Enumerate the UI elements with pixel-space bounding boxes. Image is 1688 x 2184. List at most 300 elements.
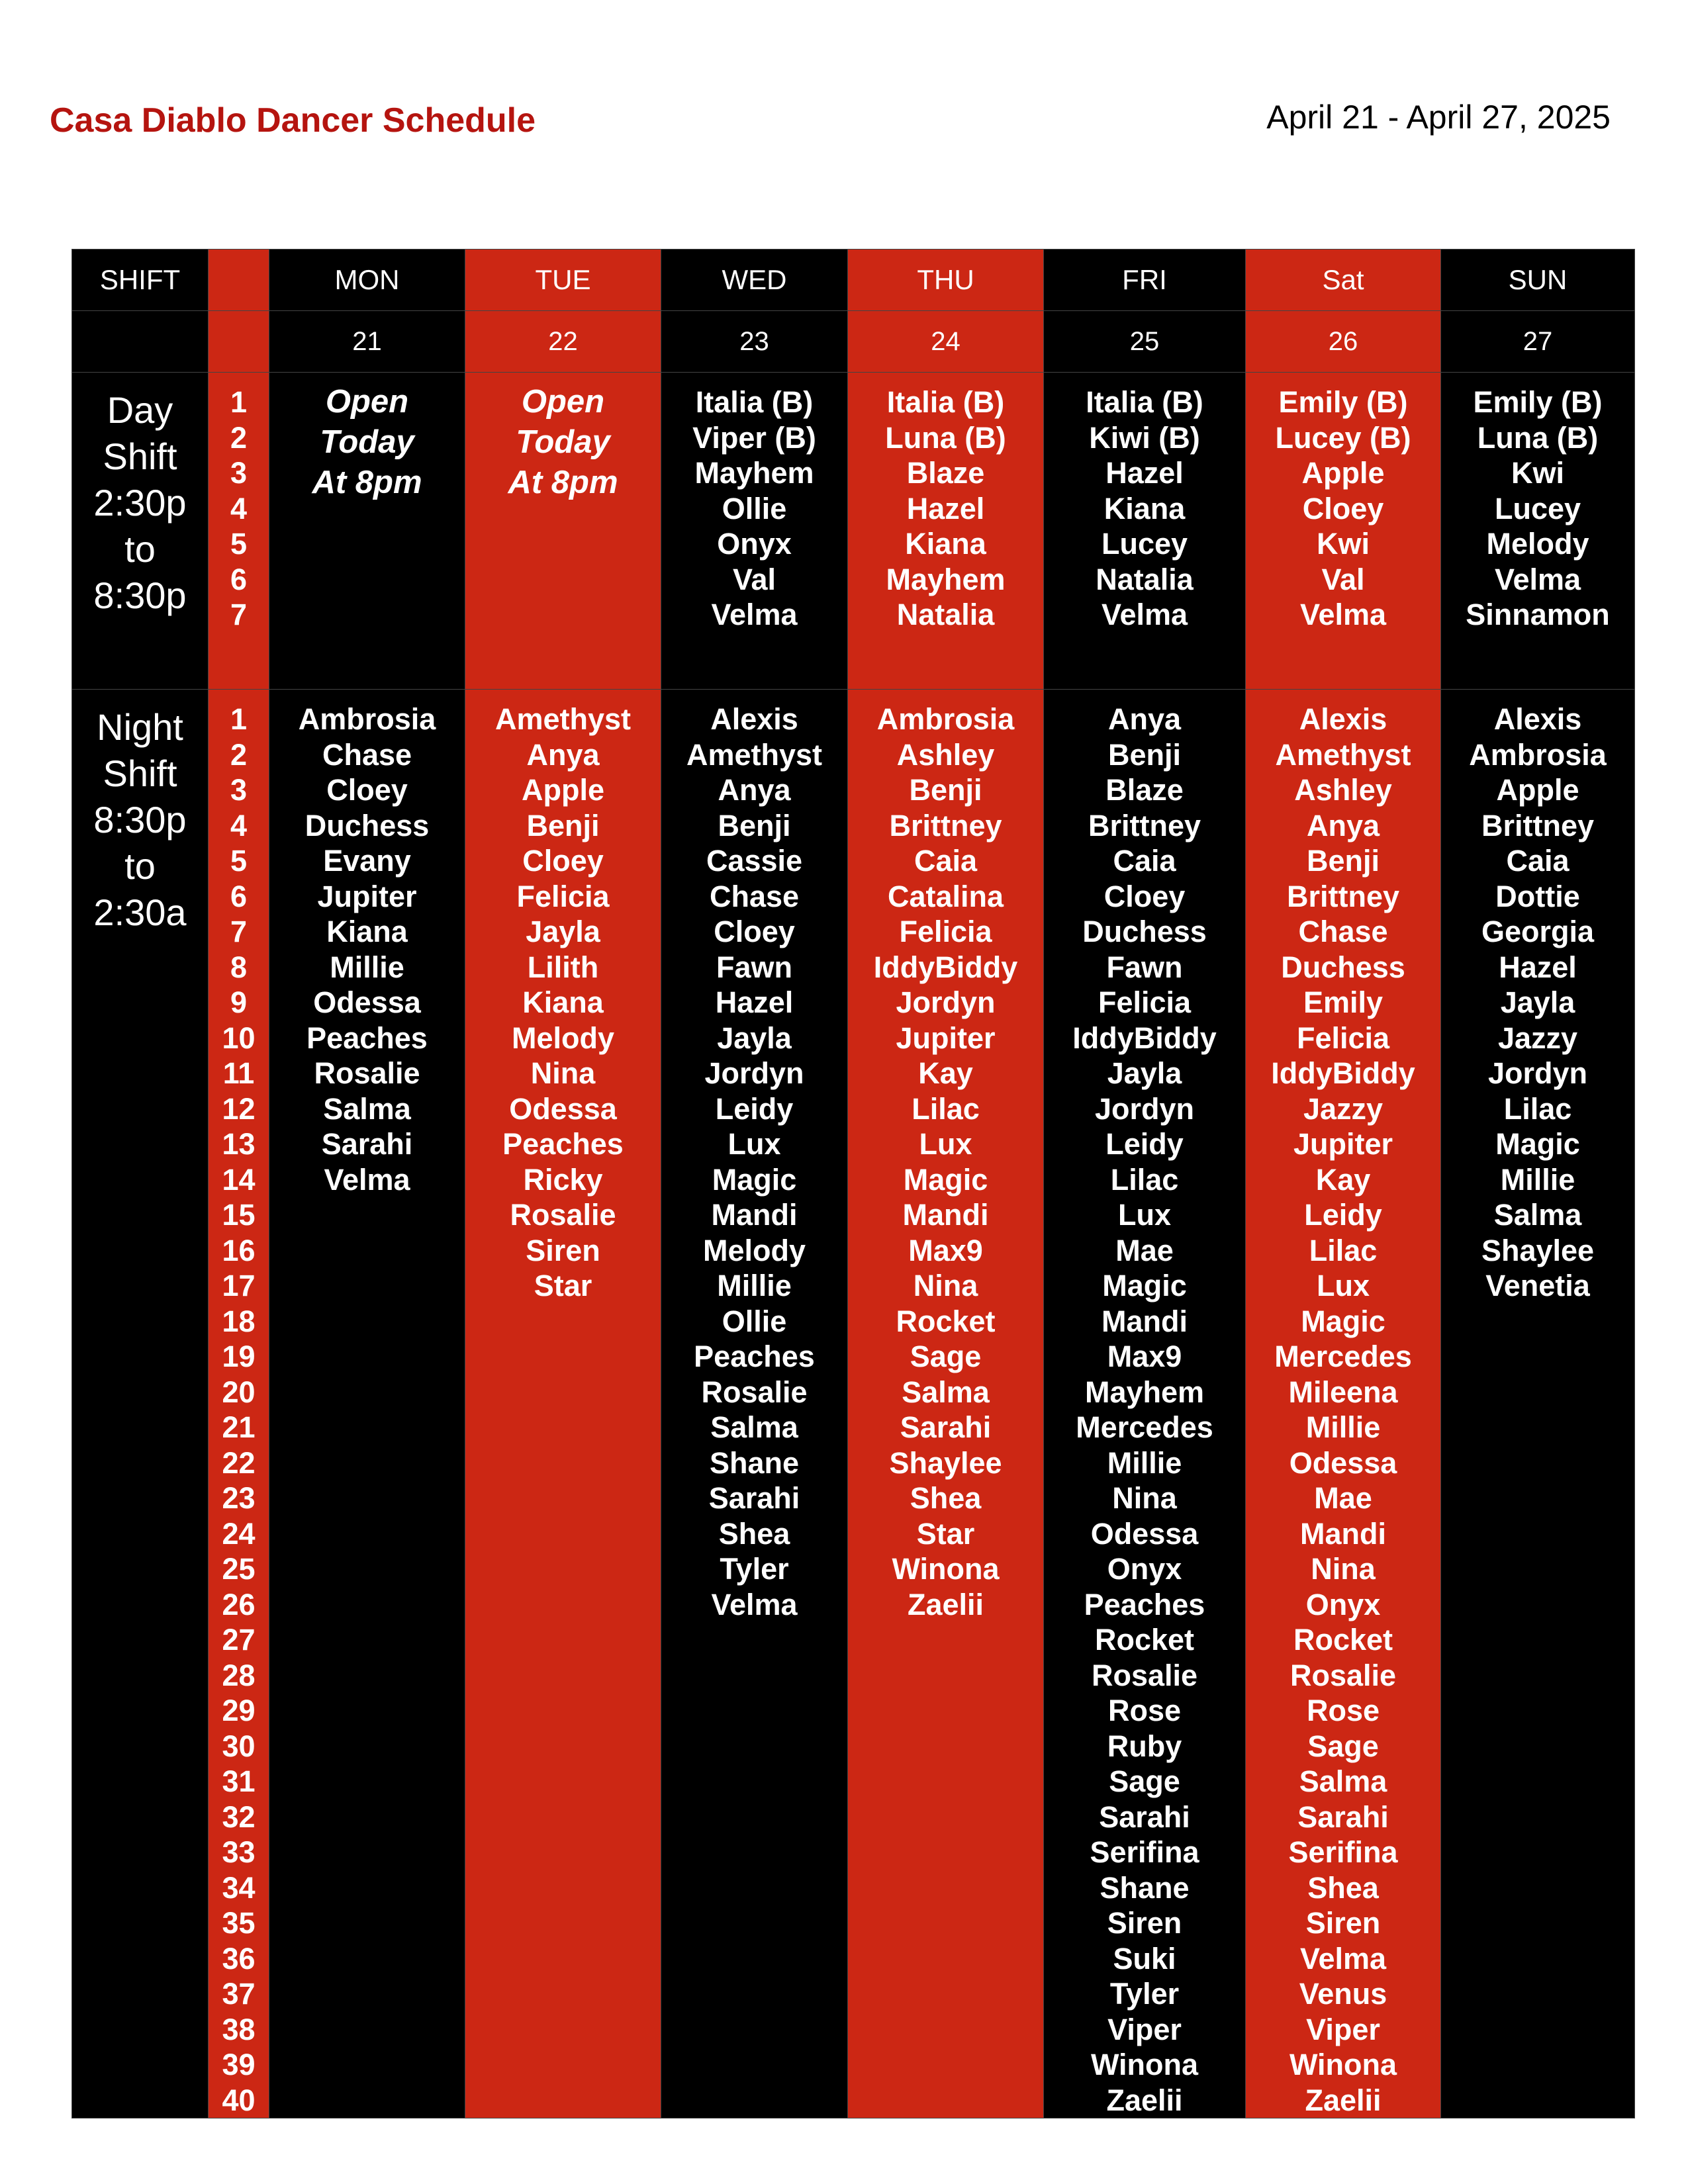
slot-number: 4 xyxy=(230,491,248,525)
dancer-name: Lilac xyxy=(1503,1091,1572,1126)
dancer-name: Max9 xyxy=(908,1233,983,1267)
shift-label-line: 8:30p xyxy=(93,799,187,841)
dancer-name: Salma xyxy=(1493,1198,1582,1232)
dancer-name: Anya xyxy=(526,737,600,772)
slot-number: 38 xyxy=(222,2012,256,2046)
dancer-name: Alexis xyxy=(1299,702,1387,736)
dancer-name: Millie xyxy=(717,1269,792,1302)
dancer-name: Lux xyxy=(1117,1198,1171,1232)
dancer-name: Leidy xyxy=(1105,1127,1184,1161)
dancer-name: Cloey xyxy=(522,844,604,878)
dancer-name: Lux xyxy=(1316,1269,1370,1302)
night-shift-cell-fri xyxy=(1044,690,1246,2118)
dancer-name: Venetia xyxy=(1485,1269,1590,1302)
shift-label-line: Shift xyxy=(103,435,177,477)
dancer-name: Val xyxy=(732,562,776,596)
date-thu: 24 xyxy=(848,311,1044,373)
slot-number: 33 xyxy=(222,1835,256,1869)
slot-number: 5 xyxy=(230,844,248,878)
dancer-name: Amethyst xyxy=(494,702,632,736)
dancer-name: Winona xyxy=(892,1552,1000,1586)
dancer-name: Ricky xyxy=(523,1162,603,1197)
dancer-name: Jayla xyxy=(1107,1056,1182,1090)
dancer-name: Melody xyxy=(511,1021,615,1055)
dancer-name: Ashley xyxy=(1294,773,1392,807)
dancer-name: Apple xyxy=(1301,456,1385,490)
slot-number: 37 xyxy=(222,1977,256,2011)
dancer-name: Hazel xyxy=(715,985,794,1019)
dancer-name: Magic xyxy=(903,1162,988,1197)
slot-number: 15 xyxy=(222,1198,256,1232)
dancer-name: Jupiter xyxy=(1293,1127,1393,1161)
dancer-name: Magic xyxy=(1301,1304,1385,1338)
dancer-name: Hazel xyxy=(906,491,985,525)
day-shift-cell-mon xyxy=(269,373,465,690)
open-notice-line: At 8pm xyxy=(508,465,618,500)
dancer-name: Siren xyxy=(1107,1906,1182,1940)
dancer-name: Mandi xyxy=(711,1198,798,1232)
dancer-name: Sarahi xyxy=(900,1410,992,1444)
dancer-name: Catalina xyxy=(887,879,1004,913)
slot-number: 40 xyxy=(222,2083,256,2117)
dancer-name: Nina xyxy=(530,1056,596,1090)
dancer-name: Mae xyxy=(1314,1481,1372,1515)
dancer-name: Val xyxy=(1321,562,1365,596)
day-shift-cell-tue xyxy=(465,373,661,690)
date-sun: 27 xyxy=(1441,311,1635,373)
dancer-name: Duchess xyxy=(305,808,430,842)
dancer-name: Serifina xyxy=(1288,1835,1398,1869)
slot-number: 4 xyxy=(230,808,248,842)
dancer-name: Jupiter xyxy=(317,879,417,913)
dancer-name: Nina xyxy=(1112,1481,1177,1515)
dancer-name: Winona xyxy=(1289,2048,1397,2081)
dancer-name: Viper (B) xyxy=(692,420,816,455)
slot-number: 14 xyxy=(222,1162,256,1197)
dancer-name: Brittney xyxy=(1088,808,1201,842)
dancer-name: Benji xyxy=(909,773,982,807)
dancer-name: Benji xyxy=(718,808,791,842)
dancer-name: Sarahi xyxy=(1099,1799,1190,1834)
dancer-name: Natalia xyxy=(896,598,995,631)
slot-number: 7 xyxy=(230,915,248,948)
dancer-name: Kiana xyxy=(1103,491,1186,525)
dancer-name: Shea xyxy=(718,1516,790,1551)
slot-number: 32 xyxy=(222,1799,256,1834)
dancer-name: Rosalie xyxy=(1091,1658,1198,1692)
day-header-mon: MON xyxy=(269,250,465,311)
dancer-name: Suki xyxy=(1113,1941,1176,1976)
dancer-name: Ambrosia xyxy=(1469,737,1607,772)
dancer-name: Jazzy xyxy=(1497,1021,1578,1055)
dancer-name: Zaelii xyxy=(1305,2083,1382,2117)
slot-number: 21 xyxy=(222,1410,256,1444)
dancer-name: Apple xyxy=(521,773,604,807)
date-sat: 26 xyxy=(1246,311,1441,373)
dancer-name: Chase xyxy=(322,737,412,772)
dancer-name: Rosalie xyxy=(1289,1658,1397,1692)
dancer-name: Blaze xyxy=(1105,773,1184,807)
open-notice-line: Today xyxy=(516,424,610,460)
dancer-name: Lucey xyxy=(1494,491,1581,525)
dancer-name: Chase xyxy=(1298,915,1388,948)
page-title: Casa Diablo Dancer Schedule xyxy=(50,101,536,140)
shift-header: SHIFT xyxy=(72,250,209,311)
dancer-name: Shea xyxy=(910,1481,982,1515)
dancer-name: IddyBiddy xyxy=(1271,1056,1415,1090)
dancer-name: Rocket xyxy=(896,1304,996,1338)
slot-number: 34 xyxy=(222,1870,256,1905)
dancer-name: Emily (B) xyxy=(1278,385,1408,419)
dancer-name: Cloey xyxy=(1103,879,1186,913)
dancer-name: Millie xyxy=(1305,1410,1381,1444)
dancer-name: Ollie xyxy=(722,1304,787,1338)
dancer-name: Jupiter xyxy=(896,1021,996,1055)
dancer-name: Cloey xyxy=(326,773,408,807)
slot-number: 35 xyxy=(222,1906,256,1940)
shift-label-line: 2:30a xyxy=(93,891,187,933)
day-slot-numbers xyxy=(209,373,269,690)
dancer-name: Shaylee xyxy=(889,1445,1002,1480)
dancer-name: Alexis xyxy=(1493,702,1582,736)
dancer-name: Lilac xyxy=(1110,1162,1179,1197)
dancer-name: Duchess xyxy=(1082,915,1207,948)
dancer-name: Sage xyxy=(1109,1764,1180,1798)
dancer-name: Jayla xyxy=(526,915,600,948)
dancer-name: Velma xyxy=(324,1162,410,1197)
day-shift-cell-wed xyxy=(661,373,848,690)
dancer-name: Sarahi xyxy=(708,1481,800,1515)
slot-number: 9 xyxy=(230,985,248,1019)
dancer-name: Kwi xyxy=(1316,527,1370,561)
shift-label-line: Shift xyxy=(103,752,177,794)
dancer-name: Max9 xyxy=(1107,1340,1182,1373)
dancer-name: Emily (B) xyxy=(1473,385,1603,419)
shift-label-line: to xyxy=(124,845,156,887)
dancer-name: Lilac xyxy=(1309,1233,1378,1267)
night-shift-row xyxy=(72,690,1635,2118)
header-row xyxy=(72,250,1635,311)
date-row-slot-cell xyxy=(209,311,269,373)
dancer-name: Blaze xyxy=(906,456,985,490)
dancer-name: Sarahi xyxy=(1297,1799,1389,1834)
dancer-name: Odessa xyxy=(509,1091,617,1126)
dancer-name: Viper xyxy=(1306,2012,1380,2046)
dancer-name: Duchess xyxy=(1281,950,1405,984)
night-shift-cell-mon xyxy=(269,690,465,2118)
dancer-name: Evany xyxy=(323,844,411,878)
day-shift-label xyxy=(72,373,209,690)
slot-number: 36 xyxy=(222,1941,256,1976)
dancer-name: Ambrosia xyxy=(298,702,436,736)
day-header-wed: WED xyxy=(661,250,848,311)
schedule-table xyxy=(71,249,1635,2118)
dancer-name: Magic xyxy=(1102,1269,1187,1302)
slot-number: 39 xyxy=(222,2048,256,2081)
dancer-name: Rose xyxy=(1107,1694,1182,1727)
slot-number: 2 xyxy=(230,737,248,772)
slot-number: 7 xyxy=(230,598,248,631)
dancer-name: Rocket xyxy=(1293,1623,1393,1657)
slot-number: 22 xyxy=(222,1445,256,1480)
slot-number-header xyxy=(209,250,269,311)
dancer-name: Jordyn xyxy=(1094,1091,1195,1126)
dancer-name: Peaches xyxy=(694,1340,815,1373)
dancer-name: Odessa xyxy=(313,985,421,1019)
day-shift-cell-fri xyxy=(1044,373,1246,690)
dancer-name: Mandi xyxy=(1300,1516,1386,1551)
dancer-name: Mayhem xyxy=(694,456,814,490)
slot-number: 23 xyxy=(222,1481,256,1515)
dancer-name: IddyBiddy xyxy=(1072,1021,1217,1055)
dancer-name: Lilith xyxy=(527,950,599,984)
dancer-name: Onyx xyxy=(1305,1587,1381,1621)
dancer-name: Italia (B) xyxy=(1086,385,1203,419)
day-shift-cell-sun xyxy=(1441,373,1635,690)
dancer-name: Serifina xyxy=(1090,1835,1199,1869)
dancer-name: Fawn xyxy=(716,950,792,984)
dancer-name: Rocket xyxy=(1094,1623,1195,1657)
date-range: April 21 - April 27, 2025 xyxy=(1266,99,1611,136)
dancer-name: Siren xyxy=(526,1233,600,1267)
dancer-name: Tyler xyxy=(720,1552,789,1586)
dancer-name: Peaches xyxy=(502,1127,624,1161)
dancer-name: Mandi xyxy=(902,1198,989,1232)
dancer-name: Felicia xyxy=(1098,985,1192,1019)
slot-number: 24 xyxy=(222,1516,256,1551)
dancer-name: Zaelii xyxy=(1106,2083,1183,2117)
night-slot-numbers xyxy=(209,690,269,2118)
dancer-name: Hazel xyxy=(1105,456,1184,490)
dancer-name: Felicia xyxy=(899,915,992,948)
dancer-name: Italia (B) xyxy=(886,385,1005,419)
slot-number: 6 xyxy=(230,562,248,596)
dancer-name: Lucey xyxy=(1101,527,1188,561)
day-header-tue: TUE xyxy=(465,250,661,311)
shift-label-line: Night xyxy=(97,706,183,748)
dancer-name: Luna (B) xyxy=(885,420,1006,455)
slot-number: 26 xyxy=(222,1587,256,1621)
dancer-name: Lux xyxy=(919,1127,972,1161)
slot-number: 17 xyxy=(222,1269,256,1302)
shift-label-line: Day xyxy=(107,389,173,431)
dancer-name: Alexis xyxy=(710,702,798,736)
dancer-name: Caia xyxy=(1506,844,1570,878)
dancer-name: Venus xyxy=(1299,1977,1387,2011)
dancer-name: Viper xyxy=(1107,2012,1182,2046)
dancer-name: Jazzy xyxy=(1303,1091,1383,1126)
date-wed: 23 xyxy=(661,311,848,373)
dancer-name: Benji xyxy=(1107,737,1182,772)
dancer-name: Benji xyxy=(526,808,600,842)
dancer-name: Odessa xyxy=(1090,1516,1199,1551)
dancer-name: Star xyxy=(916,1516,975,1551)
slot-number: 27 xyxy=(222,1623,256,1657)
dancer-name: Rose xyxy=(1306,1694,1380,1727)
dancer-name: Shane xyxy=(709,1445,800,1480)
dancer-name: Mileena xyxy=(1288,1375,1398,1409)
dancer-name: Velma xyxy=(1101,598,1188,631)
slot-number: 3 xyxy=(230,773,248,807)
dancer-name: Melody xyxy=(1486,527,1589,561)
dancer-name: Sinnamon xyxy=(1466,598,1610,631)
date-mon: 21 xyxy=(269,311,465,373)
dancer-name: Rosalie xyxy=(701,1375,808,1409)
dancer-name: Lilac xyxy=(912,1091,980,1126)
dancer-name: Shane xyxy=(1100,1870,1190,1905)
slot-number: 5 xyxy=(230,527,248,561)
dancer-name: Jordyn xyxy=(1487,1056,1588,1090)
slot-number: 12 xyxy=(222,1091,256,1126)
date-row-shift-cell xyxy=(72,311,209,373)
dancer-name: Lux xyxy=(727,1127,781,1161)
dancer-name: Onyx xyxy=(717,527,792,561)
dancer-name: Cassie xyxy=(706,844,803,878)
dancer-name: Star xyxy=(534,1269,592,1302)
dancer-name: Millie xyxy=(1500,1162,1575,1197)
dancer-name: Emily xyxy=(1303,985,1383,1019)
dancer-name: Salma xyxy=(1299,1764,1387,1798)
day-header-fri: FRI xyxy=(1044,250,1246,311)
dancer-name: Velma xyxy=(1299,598,1387,631)
dancer-name: Lucey (B) xyxy=(1275,420,1411,455)
dancer-name: Caia xyxy=(1113,844,1176,878)
dancer-name: Georgia xyxy=(1481,915,1595,948)
dancer-name: Melody xyxy=(702,1233,806,1267)
dancer-name: Leidy xyxy=(715,1091,794,1126)
dancer-name: Italia (B) xyxy=(695,385,814,419)
slot-number: 28 xyxy=(222,1658,256,1692)
dancer-name: Shea xyxy=(1307,1870,1379,1905)
dancer-name: Caia xyxy=(914,844,978,878)
shift-label-line: 2:30p xyxy=(93,482,187,523)
dancer-name: Kiana xyxy=(326,915,408,948)
dancer-name: Rosalie xyxy=(314,1056,420,1090)
dancer-name: Peaches xyxy=(1084,1587,1205,1621)
dancer-name: Nina xyxy=(1311,1552,1376,1586)
dancer-name: Magic xyxy=(712,1162,797,1197)
date-tue: 22 xyxy=(465,311,661,373)
dancer-name: Tyler xyxy=(1109,1977,1180,2011)
slot-number: 6 xyxy=(230,879,248,913)
dancer-name: Shaylee xyxy=(1481,1233,1595,1267)
dancer-name: Odessa xyxy=(1289,1445,1397,1480)
dancer-name: Anya xyxy=(718,773,791,807)
dancer-name: Chase xyxy=(709,879,800,913)
dancer-name: Benji xyxy=(1306,844,1380,878)
dancer-name: Salma xyxy=(902,1375,990,1409)
dancer-name: Kay xyxy=(1315,1162,1371,1197)
dancer-name: Magic xyxy=(1495,1127,1580,1161)
night-shift-cell-wed xyxy=(661,690,848,2118)
dancer-name: Natalia xyxy=(1096,562,1194,596)
day-shift-cell-thu xyxy=(848,373,1044,690)
dancer-name: Salma xyxy=(323,1091,411,1126)
dancer-name: Mercedes xyxy=(1274,1340,1412,1373)
night-shift-cell-thu xyxy=(848,690,1044,2118)
dancer-name: Jordyn xyxy=(896,985,996,1019)
dancer-name: Felicia xyxy=(516,879,610,913)
slot-number: 1 xyxy=(230,702,248,736)
slot-number: 30 xyxy=(222,1729,256,1763)
dancer-name: Winona xyxy=(1090,2048,1199,2081)
dancer-name: Sage xyxy=(910,1340,982,1373)
slot-number: 13 xyxy=(222,1127,256,1161)
day-header-sun: SUN xyxy=(1441,250,1635,311)
dancer-name: Kay xyxy=(918,1056,973,1090)
dancer-name: Nina xyxy=(913,1269,978,1302)
dancer-name: IddyBiddy xyxy=(873,950,1018,984)
slot-number: 18 xyxy=(222,1304,256,1338)
open-notice-line: Open xyxy=(325,384,409,420)
dancer-name: Salma xyxy=(710,1410,798,1444)
dancer-name: Jordyn xyxy=(704,1056,804,1090)
dancer-name: Kiana xyxy=(905,527,986,561)
open-notice-line: At 8pm xyxy=(312,465,422,500)
dancer-name: Rosalie xyxy=(510,1198,616,1232)
date-fri: 25 xyxy=(1044,311,1246,373)
dancer-name: Kwi xyxy=(1511,456,1564,490)
dancer-name: Siren xyxy=(1305,1906,1381,1940)
slot-number: 8 xyxy=(230,950,248,984)
dancer-name: Velma xyxy=(711,1587,798,1621)
dancer-name: Amethyst xyxy=(686,737,823,772)
slot-number: 25 xyxy=(222,1552,256,1586)
day-shift-row xyxy=(72,373,1635,690)
slot-number: 31 xyxy=(222,1764,256,1798)
date-row xyxy=(72,311,1635,373)
dancer-name: Dottie xyxy=(1495,879,1580,913)
day-header-sat: Sat xyxy=(1246,250,1441,311)
dancer-name: Fawn xyxy=(1106,950,1183,984)
dancer-name: Cloey xyxy=(714,915,795,948)
slot-number: 20 xyxy=(222,1375,256,1409)
dancer-name: Kiwi (B) xyxy=(1089,420,1200,455)
dancer-name: Luna (B) xyxy=(1477,420,1599,455)
slot-number: 16 xyxy=(222,1233,256,1267)
dancer-name: Millie xyxy=(1107,1445,1182,1480)
shift-label-line: to xyxy=(124,528,156,570)
dancer-name: Ollie xyxy=(722,491,787,525)
slot-number: 29 xyxy=(222,1694,256,1727)
dancer-name: Peaches xyxy=(306,1021,428,1055)
dancer-name: Mayhem xyxy=(1084,1375,1205,1409)
night-shift-cell-sun xyxy=(1441,690,1635,2118)
slot-number: 2 xyxy=(230,420,248,455)
slot-number: 19 xyxy=(222,1340,256,1373)
open-notice-line: Today xyxy=(320,424,414,460)
dancer-name: Mercedes xyxy=(1076,1410,1213,1444)
dancer-name: Ashley xyxy=(896,737,995,772)
dancer-name: Brittney xyxy=(1286,879,1400,913)
dancer-name: Cloey xyxy=(1302,491,1384,525)
dancer-name: Apple xyxy=(1496,773,1579,807)
dancer-name: Kiana xyxy=(522,985,604,1019)
dancer-name: Sarahi xyxy=(321,1127,413,1161)
dancer-name: Velma xyxy=(1494,562,1581,596)
slot-number: 3 xyxy=(230,456,248,490)
dancer-name: Velma xyxy=(711,598,798,631)
night-shift-cell-sat xyxy=(1246,690,1441,2118)
dancer-name: Brittney xyxy=(889,808,1002,842)
slot-number: 10 xyxy=(222,1021,256,1055)
night-shift-label xyxy=(72,690,209,2118)
shift-label-line: 8:30p xyxy=(93,574,187,616)
day-header-thu: THU xyxy=(848,250,1044,311)
dancer-name: Anya xyxy=(1107,702,1182,736)
dancer-name: Velma xyxy=(1299,1941,1387,1976)
dancer-name: Ambrosia xyxy=(876,702,1015,736)
